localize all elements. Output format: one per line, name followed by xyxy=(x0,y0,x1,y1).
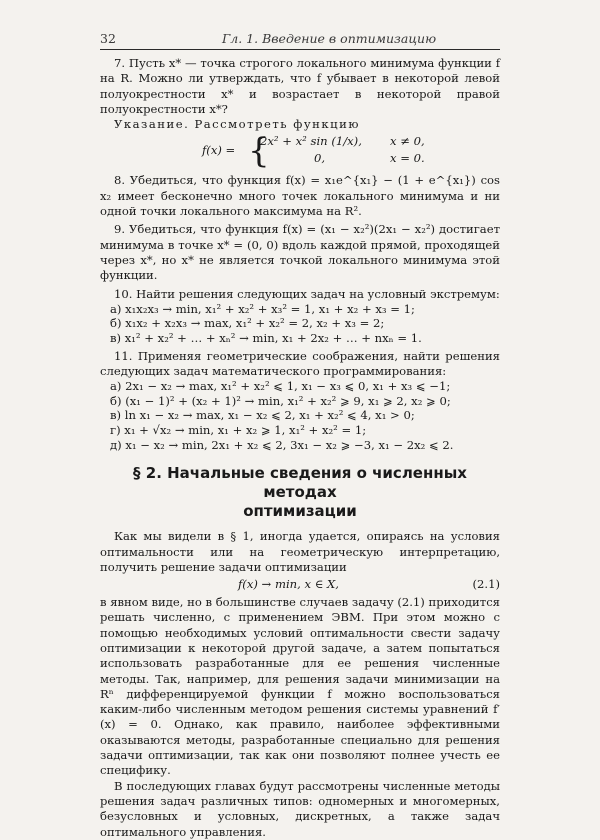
formula-condition-1: x ≠ 0, xyxy=(390,134,425,149)
formula-case-2: 0, xyxy=(314,151,326,166)
page-header xyxy=(100,31,500,50)
problem-7-hint: Указание. Рассмотреть функцию xyxy=(114,117,360,132)
section-title-line-2: оптимизации xyxy=(243,502,357,521)
problem-11-item-d: г) x₁ + √x₂ → min, x₁ + x₂ ⩾ 1, x₁² + x₂² = 1; xyxy=(110,423,367,438)
formula-lhs: f(x) = xyxy=(202,143,236,158)
piecewise-formula xyxy=(100,132,500,170)
section-heading xyxy=(100,464,500,521)
running-title: Гл. 1. Введение в оптимизацию xyxy=(222,31,437,46)
problem-11-item-a: а) 2x₁ − x₂ → max, x₁² + x₂² ⩽ 1, x₁ − x₃ ⩽ 0, x₁ + x₃ ⩽ −1; xyxy=(110,379,451,394)
equation-body: f(x) → min, x ∈ X, xyxy=(238,577,339,592)
problem-8: 8. Убедиться, что функция f(x) = x₁e^{x₁} − (1 + e^{x₁}) cos x₂ имеет бесконечно много точек локального минимума и ни одной точки локального максимума на R². xyxy=(100,173,500,219)
problem-9: 9. Убедиться, что функция f(x) = (x₁ − x₂²)(2x₁ − x₂²) достигает минимума в точке x* = (0, 0) вдоль каждой прямой, проходящей через x*, но x* не является точкой локального минимума этой функции. xyxy=(100,222,500,283)
problem-11-item-c: в) ln x₁ − x₂ → max, x₁ − x₂ ⩽ 2, x₁ + x₂² ⩽ 4, x₁ > 0; xyxy=(110,408,415,423)
formula-case-1: 2x² + x² sin (1/x), xyxy=(260,134,362,149)
page-number: 32 xyxy=(100,31,116,46)
section-paragraph-1: Как мы видели в § 1, иногда удается, опираясь на условия оптимальности или на геометрическую интерпретацию, получить решение задачи оптимизации xyxy=(100,529,500,574)
section-paragraph-3: В последующих главах будут рассмотрены численные методы решения задач различных типов: одномерных и многомерных, безусловных и условных, дискретных, а также задач оптимального управления. xyxy=(100,778,500,839)
problem-11-item-b: б) (x₁ − 1)² + (x₂ + 1)² → min, x₁² + x₂² ⩾ 9, x₁ ⩾ 2, x₂ ⩾ 0; xyxy=(110,393,451,408)
problem-11-item-e: д) x₁ − x₂ → min, 2x₁ + x₂ ⩽ 2, 3x₁ − x₂ ⩾ −3, x₁ − 2x₂ ⩽ 2. xyxy=(110,437,454,452)
section-title-line-1: § 2. Начальные сведения о численных методах xyxy=(133,464,467,502)
section-paragraph-2: в явном виде, но в большинстве случаев задачу (2.1) приходится решать численно, с применением ЭВМ. При этом можно с помощью необходимых условий оптимальности свести задачу оптимизации к некоторой другой задаче, а затем попытаться использовать разработанные для ее решения численные методы. Так, например, для решения задачи минимизации на Rⁿ дифференцируемой функции f можно воспользоваться каким-либо численным методом решения системы уравнений f′(x) = 0. Однако, как правило, наиболее эффективными оказываются методы, разработанные специально для решения задачи оптимизации, так как они позволяют полнее учесть ее специфику. xyxy=(100,595,500,778)
problem-11: 11. Применяя геометрические соображения, найти решения следующих задач математического программирования: xyxy=(100,348,500,378)
page-body xyxy=(100,56,500,840)
equation-2-1 xyxy=(100,575,500,595)
problem-10-item-b: б) x₁x₂ + x₂x₃ → max, x₁² + x₂² = 2, x₂ + x₃ = 2; xyxy=(110,316,385,331)
problem-7: 7. Пусть x* — точка строгого локального минимума функции f на R. Можно ли утверждать, что f убывает в некоторой левой полуокрестности x* и возрастает в некоторой правой полуокрестности x*? xyxy=(100,56,500,116)
problem-10-item-a: а) x₁x₂x₃ → min, x₁² + x₂² + x₃² = 1, x₁ + x₂ + x₃ = 1; xyxy=(110,301,415,316)
problem-10: 10. Найти решения следующих задач на условный экстремум: xyxy=(114,286,500,301)
problem-10-item-c: в) x₁² + x₂² + … + xₙ² → min, x₁ + 2x₂ + … + nxₙ = 1. xyxy=(110,331,422,346)
formula-brace: { xyxy=(248,131,270,172)
equation-number: (2.1) xyxy=(472,577,500,592)
formula-condition-2: x = 0. xyxy=(390,151,425,166)
